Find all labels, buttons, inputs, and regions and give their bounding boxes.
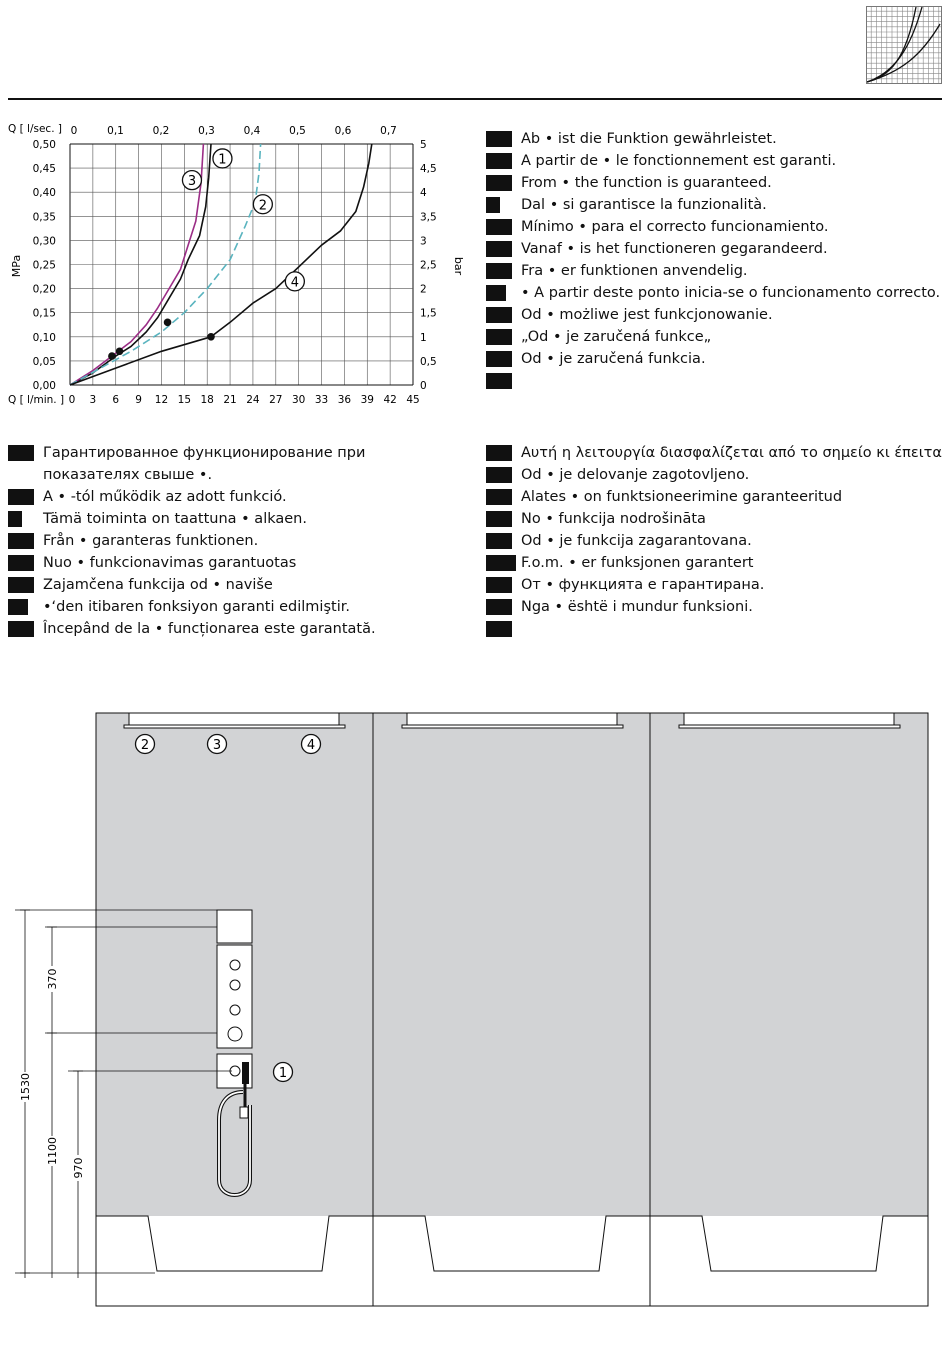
language-entry xyxy=(486,596,942,618)
svg-text:1: 1 xyxy=(278,1066,288,1081)
language-text: From • the function is guaranteed. xyxy=(521,175,772,191)
language-code-box xyxy=(486,241,512,257)
y-right-tick-label: 4 xyxy=(420,187,427,200)
y-left-tick-label: 0,15 xyxy=(32,307,56,320)
y-right-tick-label: 0,5 xyxy=(420,355,437,368)
language-entry xyxy=(486,530,942,552)
y-left-tick-label: 0,20 xyxy=(32,283,56,296)
language-entry xyxy=(486,282,940,304)
overhead-shower-head xyxy=(402,713,623,728)
y-left-tick-label: 0,05 xyxy=(32,355,56,368)
language-entry xyxy=(486,194,940,216)
language-entry xyxy=(486,128,940,150)
dimension-label: 370 xyxy=(46,968,59,990)
language-text: Alates • on funktsioneerimine garanteeritud xyxy=(521,489,843,505)
language-entry xyxy=(8,596,463,618)
y-left-axis-label: MPa xyxy=(10,254,23,278)
y-right-tick-label: 2 xyxy=(420,283,427,296)
series-callout-1 xyxy=(213,149,232,168)
dimension-label: 1100 xyxy=(46,1137,59,1165)
x-top-tick-label: 0,6 xyxy=(334,125,352,137)
language-text: A • -tól működik az adott funkció. xyxy=(43,489,287,505)
language-code-box xyxy=(8,445,34,461)
data-point xyxy=(116,347,124,355)
language-code-box xyxy=(8,533,34,549)
data-point xyxy=(207,333,215,341)
language-text: •‘den itibaren fonksiyon garanti edilmiştir. xyxy=(43,599,350,615)
language-text: Od • je delovanje zagotovljeno. xyxy=(521,467,750,483)
language-text: „Od • je zaručená funkce„ xyxy=(521,329,712,345)
x-bottom-tick-label: 36 xyxy=(337,394,352,406)
language-entry xyxy=(486,370,940,392)
wall-panel xyxy=(373,713,650,1216)
language-entry xyxy=(486,574,942,596)
language-entry xyxy=(8,552,463,574)
svg-text:1: 1 xyxy=(218,152,227,168)
language-entry xyxy=(486,172,940,194)
language-code-box xyxy=(486,489,512,505)
language-code-box xyxy=(486,197,500,213)
y-left-tick-label: 0,10 xyxy=(32,331,56,344)
x-top-tick-label: 0,2 xyxy=(152,125,170,137)
language-list-right-top xyxy=(486,128,940,392)
language-text: Dal • si garantisce la funzionalità. xyxy=(521,197,767,213)
language-code-box xyxy=(8,511,22,527)
x-top-tick-label: 0,1 xyxy=(107,125,124,137)
x-bottom-tick-label: 6 xyxy=(112,394,120,406)
language-entry xyxy=(486,304,940,326)
x-bottom-tick-label: 27 xyxy=(269,394,283,406)
language-text: Od • je zaručená funkcia. xyxy=(521,351,706,367)
y-right-axis-label: bar xyxy=(452,256,465,276)
installation-drawing xyxy=(0,700,950,1320)
language-code-box xyxy=(8,599,28,615)
y-left-tick-label: 0,40 xyxy=(32,187,56,200)
language-code-box xyxy=(486,555,516,571)
language-code-box xyxy=(486,621,512,637)
y-right-tick-label: 1 xyxy=(420,331,427,344)
language-entry xyxy=(486,618,942,640)
y-left-tick-label: 0,30 xyxy=(32,235,56,248)
language-entry xyxy=(486,326,940,348)
language-code-box xyxy=(486,219,512,235)
x-bottom-tick-label: 42 xyxy=(383,394,397,406)
language-code-box xyxy=(486,599,512,615)
language-entry xyxy=(486,150,940,172)
svg-text:2: 2 xyxy=(258,198,267,214)
x-top-tick-label: 0 xyxy=(70,125,78,137)
y-right-tick-label: 3 xyxy=(420,235,427,248)
y-left-tick-label: 0,45 xyxy=(32,163,56,176)
svg-text:4: 4 xyxy=(290,275,299,291)
x-bottom-tick-label: 33 xyxy=(314,394,329,406)
series-callout-2 xyxy=(253,195,272,214)
language-code-box xyxy=(486,285,506,301)
language-code-box xyxy=(486,467,512,483)
language-text: Från • garanteras funktionen. xyxy=(43,533,259,549)
x-bottom-tick-label: 12 xyxy=(154,394,169,406)
series-callout-4 xyxy=(285,272,304,291)
series-callout-3 xyxy=(182,171,201,190)
language-entry xyxy=(486,552,942,574)
y-right-tick-label: 2,5 xyxy=(420,259,437,272)
x-bottom-tick-label: 0 xyxy=(68,394,76,406)
x-top-tick-label: 0,3 xyxy=(198,125,215,137)
language-entry xyxy=(486,216,940,238)
svg-text:3: 3 xyxy=(187,174,197,190)
language-text: No • funkcija nodrošināta xyxy=(521,511,706,527)
x-bottom-tick-label: 3 xyxy=(89,394,97,406)
language-code-box xyxy=(8,577,34,593)
language-code-box xyxy=(486,307,512,323)
dimension-label: 970 xyxy=(72,1157,85,1179)
x-bottom-tick-label: 21 xyxy=(223,394,237,406)
x-bottom-tick-label: 39 xyxy=(360,394,374,406)
x-top-axis-label: Q [ l/sec. ] xyxy=(8,123,62,135)
dimension-label: 1530 xyxy=(19,1073,32,1101)
language-entry xyxy=(486,348,940,370)
language-entry xyxy=(486,464,942,486)
language-code-box xyxy=(486,577,512,593)
x-bottom-tick-label: 45 xyxy=(406,394,420,406)
y-right-tick-label: 1,5 xyxy=(420,307,437,320)
language-code-box xyxy=(486,511,512,527)
x-bottom-tick-label: 18 xyxy=(200,394,214,406)
callout-marker xyxy=(302,735,321,754)
language-code-box xyxy=(8,555,34,571)
x-top-tick-label: 0,5 xyxy=(289,125,306,137)
language-entry xyxy=(8,530,463,552)
x-bottom-tick-label: 24 xyxy=(246,394,260,406)
y-right-tick-label: 4,5 xyxy=(420,163,437,176)
callout-marker xyxy=(274,1063,293,1082)
language-text: Αυτή η λειτουργία διασφαλίζεται από το σημείο κι έπειτα xyxy=(521,445,942,461)
language-text: Гарантированное функционирование при показателях свыше •. xyxy=(43,445,366,483)
wall-panel xyxy=(650,713,928,1216)
language-entry xyxy=(8,442,463,486)
x-bottom-tick-label: 9 xyxy=(135,394,142,406)
x-top-tick-label: 0,7 xyxy=(380,125,397,137)
y-left-tick-label: 0,50 xyxy=(32,139,56,151)
x-bottom-tick-label: 15 xyxy=(177,394,192,406)
language-text: Vanaf • is het functioneren gegarandeerd. xyxy=(521,241,828,257)
language-entry xyxy=(486,238,940,260)
language-entry xyxy=(8,574,463,596)
language-entry xyxy=(486,260,940,282)
svg-text:2: 2 xyxy=(140,738,150,753)
y-right-tick-label: 0 xyxy=(420,380,427,392)
x-top-tick-label: 0,4 xyxy=(243,125,261,137)
language-entry xyxy=(486,442,942,464)
language-code-box xyxy=(486,175,512,191)
overhead-shower-head xyxy=(124,713,345,728)
language-text: • A partir deste ponto inicia-se o funcionamento correcto. xyxy=(521,285,941,301)
language-code-box xyxy=(486,153,512,169)
language-code-box xyxy=(486,533,512,549)
data-point xyxy=(108,352,116,360)
language-text: Od • je funkcija zagarantovana. xyxy=(521,533,752,549)
language-text: Od • możliwe jest funkcjonowanie. xyxy=(521,307,773,323)
language-list-left-bottom xyxy=(8,442,463,640)
language-text: От • функцията е гарантирана. xyxy=(521,577,765,593)
svg-text:4: 4 xyxy=(306,738,316,753)
language-code-box xyxy=(486,329,512,345)
x-bottom-axis-label: Q [ l/min. ] xyxy=(8,394,65,406)
language-code-box xyxy=(486,445,512,461)
data-point xyxy=(164,319,172,327)
language-text: Zajamčena funkcija od • naviše xyxy=(43,577,273,593)
flow-rate-chart-icon xyxy=(866,6,942,84)
callout-marker xyxy=(136,735,155,754)
language-text: Ab • ist die Funktion gewährleistet. xyxy=(521,131,777,147)
overhead-shower-head xyxy=(679,713,900,728)
language-code-box xyxy=(8,621,34,637)
language-entry xyxy=(8,618,463,640)
callout-marker xyxy=(208,735,227,754)
language-text: Tämä toiminta on taattuna • alkaen. xyxy=(43,511,307,527)
language-code-box xyxy=(8,489,34,505)
language-text: F.o.m. • er funksjonen garantert xyxy=(521,555,754,571)
language-text: A partir de • le fonctionnement est garanti. xyxy=(521,153,837,169)
language-text: Nga • është i mundur funksioni. xyxy=(521,599,753,615)
y-left-tick-label: 0,00 xyxy=(32,380,56,392)
y-left-tick-label: 0,35 xyxy=(32,211,56,224)
language-text: Fra • er funktionen anvendelig. xyxy=(521,263,748,279)
language-code-box xyxy=(486,351,512,367)
y-right-tick-label: 5 xyxy=(420,139,427,151)
language-code-box xyxy=(486,373,512,389)
language-code-box xyxy=(486,263,512,279)
language-text: Începând de la • funcționarea este garantată. xyxy=(43,621,376,637)
flow-pressure-chart xyxy=(0,114,480,414)
language-code-box xyxy=(486,131,512,147)
language-entry xyxy=(486,508,942,530)
language-entry xyxy=(8,486,463,508)
language-text: Mínimo • para el correcto funcionamiento. xyxy=(521,219,829,235)
language-list-right-bottom xyxy=(486,442,942,640)
y-left-tick-label: 0,25 xyxy=(32,259,56,272)
x-bottom-tick-label: 30 xyxy=(291,394,306,406)
header-rule xyxy=(8,98,942,100)
svg-text:3: 3 xyxy=(212,738,222,753)
language-entry xyxy=(486,486,942,508)
y-right-tick-label: 3,5 xyxy=(420,211,437,224)
language-entry xyxy=(8,508,463,530)
language-text: Nuo • funkcionavimas garantuotas xyxy=(43,555,297,571)
